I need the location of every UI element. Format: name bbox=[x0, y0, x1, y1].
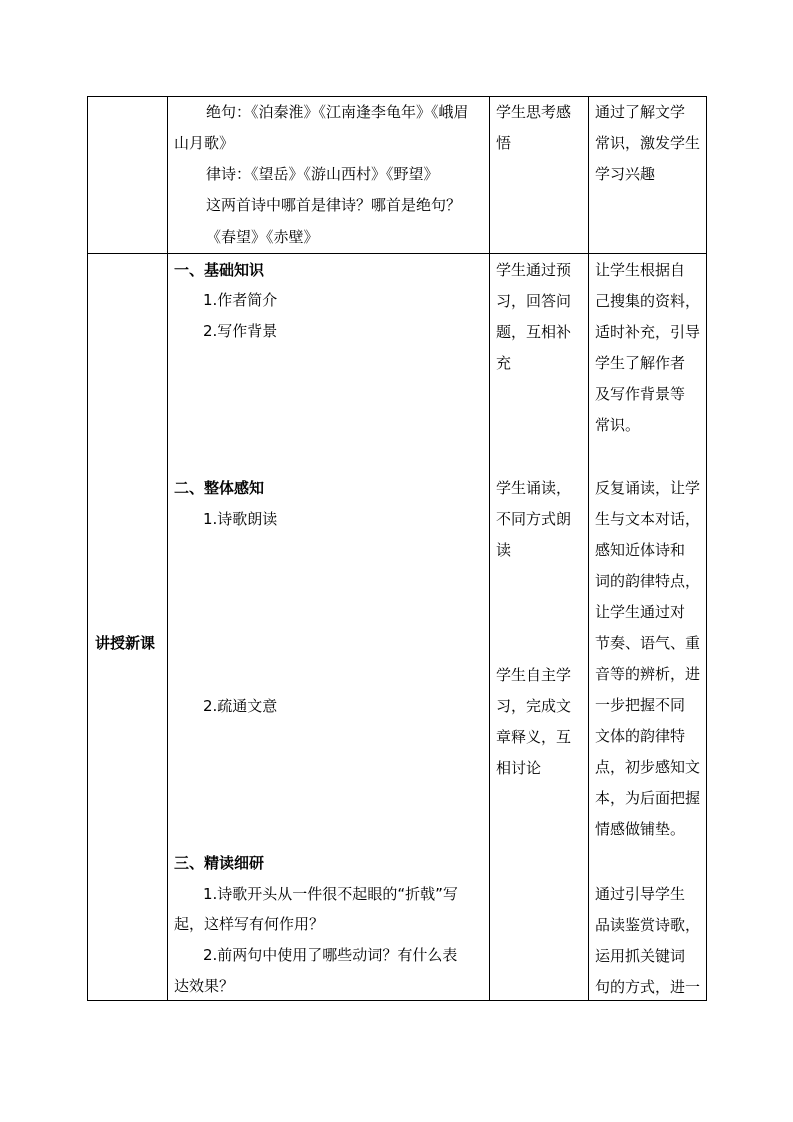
design-intent-line: 文体的韵律特 bbox=[595, 727, 686, 745]
student-activity-line: 习，完成文 bbox=[496, 697, 572, 715]
design-intent-line: 感知近体诗和 bbox=[595, 541, 686, 559]
design-intent-line: 通过了解文学 bbox=[595, 103, 686, 121]
content-item: 1.作者简介 bbox=[203, 291, 278, 309]
table-bottom-border bbox=[87, 1000, 707, 1001]
content-line: 达效果？ bbox=[174, 977, 235, 995]
student-activity-line: 章释义，互 bbox=[496, 728, 572, 746]
design-intent-line: 己搜集的资料， bbox=[595, 292, 701, 310]
content-line: 绝句：《泊秦淮》《江南逢李龟年》《峨眉 bbox=[206, 103, 469, 121]
section-title-basic-knowledge: 一、基础知识 bbox=[174, 261, 265, 279]
design-intent-line: 适时补充，引导 bbox=[595, 323, 701, 341]
design-intent-line: 品读鉴赏诗歌， bbox=[595, 916, 701, 934]
design-intent-line: 学习兴趣 bbox=[595, 165, 656, 183]
design-intent-line: 音等的辨析，进 bbox=[595, 665, 701, 683]
design-intent-line: 学生了解作者 bbox=[595, 354, 686, 372]
row-divider bbox=[87, 253, 707, 254]
design-intent-line: 常识。 bbox=[595, 416, 641, 434]
section-title-close-reading: 三、精读细研 bbox=[174, 854, 265, 872]
design-intent-line: 让学生根据自 bbox=[595, 261, 686, 279]
design-intent-line: 情感做铺垫。 bbox=[595, 820, 686, 838]
stage-label: 讲授新课 bbox=[95, 634, 156, 652]
student-activity-line: 学生诵读， bbox=[496, 479, 572, 497]
design-intent-line: 一步把握不同 bbox=[595, 696, 686, 714]
design-intent-line: 通过引导学生 bbox=[595, 885, 686, 903]
design-intent-line: 反复诵读，让学 bbox=[595, 479, 701, 497]
design-intent-line: 点，初步感知文 bbox=[595, 758, 701, 776]
student-activity-line: 悟 bbox=[496, 134, 512, 152]
content-item: 2.疏通文意 bbox=[203, 697, 278, 715]
student-activity-line: 学生通过预 bbox=[496, 261, 572, 279]
student-activity-line: 学生自主学 bbox=[496, 666, 572, 684]
content-line: 律诗：《望岳》《游山西村》《野望》 bbox=[206, 165, 439, 183]
design-intent-line: 句的方式，进一 bbox=[595, 978, 701, 996]
content-line: 起，这样写有何作用？ bbox=[174, 915, 325, 933]
section-title-overall-perception: 二、整体感知 bbox=[174, 479, 265, 497]
content-item: 1.诗歌朗读 bbox=[203, 510, 278, 528]
table-top-border bbox=[87, 96, 707, 97]
design-intent-line: 常识，激发学生 bbox=[595, 134, 701, 152]
column-divider-3 bbox=[588, 96, 589, 1001]
design-intent-line: 生与文本对话， bbox=[595, 510, 701, 528]
student-activity-line: 题，互相补 bbox=[496, 323, 572, 341]
content-line: 《春望》《赤壁》 bbox=[206, 228, 319, 246]
student-activity-line: 学生思考感 bbox=[496, 103, 572, 121]
table-right-border bbox=[706, 96, 707, 1001]
student-activity-line: 充 bbox=[496, 354, 512, 372]
content-line: 这两首诗中哪首是律诗？哪首是绝句？ bbox=[206, 196, 462, 214]
design-intent-line: 节奏、语气、重 bbox=[595, 634, 701, 652]
student-activity-line: 不同方式朗 bbox=[496, 510, 572, 528]
content-line: 2.前两句中使用了哪些动词？有什么表 bbox=[203, 946, 458, 964]
column-divider-1 bbox=[167, 96, 168, 1001]
student-activity-line: 相讨论 bbox=[496, 759, 542, 777]
design-intent-line: 让学生通过对 bbox=[595, 603, 686, 621]
content-item: 2.写作背景 bbox=[203, 322, 278, 340]
column-divider-2 bbox=[489, 96, 490, 1001]
student-activity-line: 习，回答问 bbox=[496, 292, 572, 310]
table-left-border bbox=[87, 96, 88, 1001]
design-intent-line: 及写作背景等 bbox=[595, 385, 686, 403]
design-intent-line: 词的韵律特点， bbox=[595, 572, 701, 590]
design-intent-line: 运用抓关键词 bbox=[595, 947, 686, 965]
content-line: 山月歌》 bbox=[174, 134, 235, 152]
design-intent-line: 本，为后面把握 bbox=[595, 789, 701, 807]
student-activity-line: 读 bbox=[496, 541, 512, 559]
content-line: 1.诗歌开头从一件很不起眼的“折戟”写 bbox=[203, 885, 458, 903]
